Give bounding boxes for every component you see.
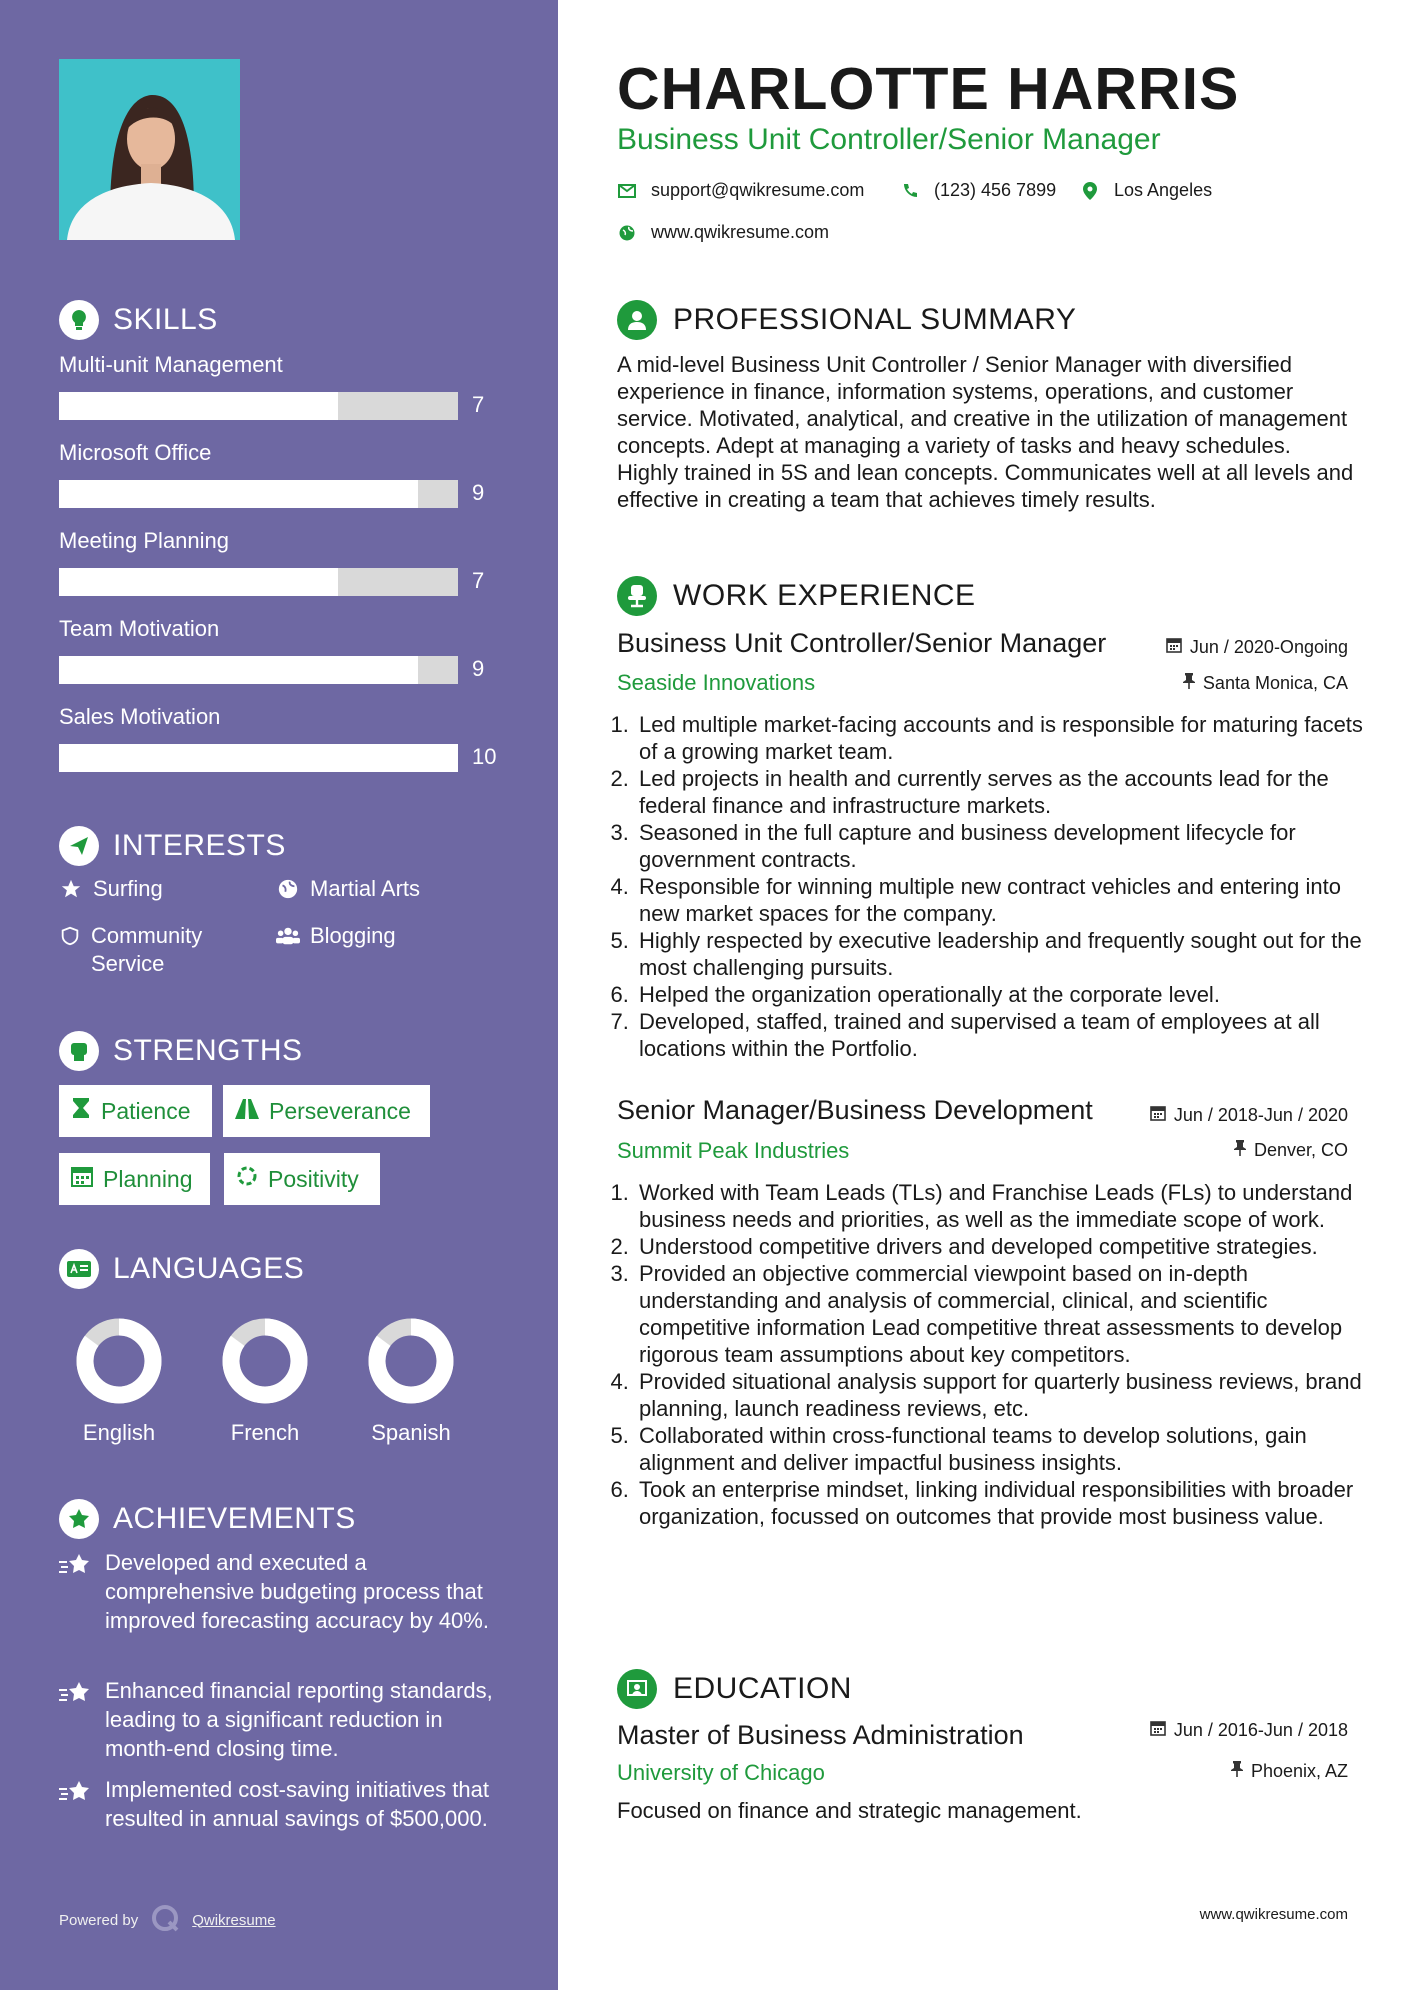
skill-level: 9	[472, 480, 485, 505]
lightbulb-icon	[59, 300, 99, 340]
list-item: 6. Helped the organization operationally at the corporate level.	[635, 981, 1375, 1008]
language-item	[205, 1316, 325, 1446]
company-name: Seaside Innovations	[617, 670, 816, 695]
graduation-icon	[617, 1669, 657, 1709]
envelope-icon	[617, 181, 637, 201]
skill-bar	[59, 568, 458, 596]
skill-level: 9	[472, 656, 485, 681]
office-chair-icon	[617, 576, 657, 616]
star-icon	[59, 875, 83, 903]
list-item: 3. Provided an objective commercial viewpoint based on in-depth understanding and analysis of commercial, clinical, and scientific competitive information Lead competitive threat assessments to develop rigorous team assumptions about key competitors.	[635, 1260, 1375, 1368]
achievement-item: Developed and executed a comprehensive budgeting process that improved forecasting accuracy by 40%.	[59, 1548, 499, 1635]
contact-email: support@qwikresume.com	[617, 180, 864, 201]
users-icon	[276, 922, 300, 950]
summary-heading: PROFESSIONAL SUMMARY	[617, 300, 1076, 340]
skill-level: 10	[472, 744, 497, 769]
strength-chip: Patience	[59, 1085, 212, 1137]
language-label: French	[230, 1420, 300, 1445]
shooting-star-icon	[59, 1775, 93, 1833]
list-item: 2. Understood competitive drivers and developed competitive strategies.	[635, 1233, 1375, 1260]
language-icon	[59, 1249, 99, 1289]
company-name: Summit Peak Industries	[617, 1138, 850, 1163]
globe-icon	[617, 223, 637, 243]
paper-plane-icon	[59, 826, 99, 866]
language-donut	[74, 1316, 164, 1406]
user-icon	[617, 300, 657, 340]
skill-name: Microsoft Office	[59, 440, 212, 465]
language-label: Spanish	[371, 1420, 451, 1445]
skill-bar-fill	[59, 568, 338, 596]
pushpin-icon	[1231, 1761, 1243, 1782]
circle-notch-icon	[236, 1165, 258, 1193]
contact-phone: (123) 456 7899	[900, 180, 1056, 201]
list-item: 4. Responsible for winning multiple new contract vehicles and entering into new market spaces for the company.	[635, 873, 1375, 927]
list-item: 2. Led projects in health and currently serves as the accounts lead for the federal finance and infrastructure markets.	[635, 765, 1375, 819]
sidebar	[0, 0, 558, 1990]
strength-chip: Planning	[59, 1153, 210, 1205]
interest-item: Community Service	[59, 922, 249, 978]
skill-level: 7	[472, 392, 485, 417]
list-item: 5. Highly respected by executive leadership and frequently sought out for the most challenging pursuits.	[635, 927, 1375, 981]
job-date: Jun / 2020-Ongoing	[1166, 637, 1348, 658]
language-item	[351, 1316, 471, 1446]
hourglass-icon	[71, 1097, 91, 1125]
list-item: 1. Led multiple market-facing accounts and is responsible for maturing facets of a growing market team.	[635, 711, 1375, 765]
skill-bar	[59, 480, 458, 508]
calendar-icon	[71, 1165, 93, 1193]
education-date: Jun / 2016-Jun / 2018	[1150, 1720, 1348, 1741]
education-description: Focused on finance and strategic management.	[617, 1798, 1082, 1823]
education-heading: EDUCATION	[617, 1669, 852, 1709]
language-item	[59, 1316, 179, 1446]
qwikresume-link[interactable]: Qwikresume	[192, 1911, 276, 1929]
skill-bar	[59, 656, 458, 684]
qwikresume-logo-icon	[150, 1903, 180, 1937]
job-title: Senior Manager/Business Development	[617, 1095, 1093, 1125]
shooting-star-icon	[59, 1676, 93, 1763]
skill-bar-fill	[59, 480, 418, 508]
skill-level: 7	[472, 568, 485, 593]
language-donut	[220, 1316, 310, 1406]
achievement-item: Implemented cost-saving initiatives that resulted in annual savings of $500,000.	[59, 1775, 499, 1833]
job-location: Denver, CO	[1234, 1140, 1348, 1161]
interest-item: Blogging	[276, 922, 396, 950]
globe-icon	[276, 875, 300, 903]
candidate-title: Business Unit Controller/Senior Manager	[617, 123, 1161, 156]
candidate-name: CHARLOTTE HARRIS	[617, 56, 1240, 122]
list-item: 3. Seasoned in the full capture and business development lifecycle for government contracts.	[635, 819, 1375, 873]
calendar-icon	[1150, 1105, 1166, 1126]
list-item: 7. Developed, staffed, trained and supervised a team of employees at all locations within the Portfolio.	[635, 1008, 1375, 1062]
strength-chip: Perseverance	[223, 1085, 430, 1137]
language-donut	[366, 1316, 456, 1406]
fist-icon	[59, 1031, 99, 1071]
languages-heading: LANGUAGES	[59, 1249, 304, 1289]
job-title: Business Unit Controller/Senior Manager	[617, 628, 1107, 658]
skill-bar-fill	[59, 392, 338, 420]
education-location: Phoenix, AZ	[1231, 1761, 1348, 1782]
interests-heading: INTERESTS	[59, 826, 286, 866]
skill-bar-fill	[59, 744, 458, 772]
list-item: 6. Took an enterprise mindset, linking individual responsibilities with broader organization, focussed on outcomes that provide most business value.	[635, 1476, 1375, 1530]
contact-location: Los Angeles	[1080, 180, 1212, 201]
skill-name: Multi-unit Management	[59, 352, 283, 377]
contact-website: www.qwikresume.com	[617, 222, 829, 243]
strength-chip: Positivity	[224, 1153, 380, 1205]
strengths-heading: STRENGTHS	[59, 1031, 303, 1071]
footer-website[interactable]: www.qwikresume.com	[1199, 1906, 1348, 1923]
skill-bar-fill	[59, 656, 418, 684]
language-label: English	[82, 1420, 156, 1445]
powered-by: Powered by Qwikresume	[59, 1903, 276, 1937]
job-bullets	[617, 711, 1375, 1062]
achievements-heading: ACHIEVEMENTS	[59, 1499, 356, 1539]
skills-heading: SKILLS	[59, 300, 218, 340]
list-item: 1. Worked with Team Leads (TLs) and Franchise Leads (FLs) to understand business needs and priorities, as well as the immediate scope of work.	[635, 1179, 1375, 1233]
map-marker-icon	[1080, 181, 1100, 201]
interest-item: Martial Arts	[276, 875, 420, 903]
summary-text: A mid-level Business Unit Controller / Senior Manager with diversified experience in finance, information systems, operations, and customer service. Motivated, analytical, and creative in the utilization of management concepts. Adept at managing a variety of tasks and heavy schedules. Highly trained in 5S and lean concepts. Communicates well at all levels and effective in creating a team that achieves timely results.	[617, 352, 1354, 512]
skill-name: Team Motivation	[59, 616, 220, 641]
skill-bar	[59, 744, 458, 772]
skill-name: Meeting Planning	[59, 528, 230, 553]
experience-heading: WORK EXPERIENCE	[617, 576, 976, 616]
job-bullets	[617, 1179, 1375, 1530]
pushpin-icon	[1183, 673, 1195, 694]
road-icon	[235, 1098, 259, 1125]
achievement-item: Enhanced financial reporting standards, leading to a significant reduction in month-end closing time.	[59, 1676, 499, 1763]
degree-title: Master of Business Administration	[617, 1720, 1024, 1750]
profile-photo	[59, 59, 240, 240]
shooting-star-icon	[59, 1548, 93, 1635]
shield-icon	[59, 922, 81, 950]
pushpin-icon	[1234, 1140, 1246, 1161]
skill-name: Sales Motivation	[59, 704, 221, 729]
school-name: University of Chicago	[617, 1760, 825, 1785]
job-location: Santa Monica, CA	[1183, 673, 1348, 694]
award-star-icon	[59, 1499, 99, 1539]
skill-bar	[59, 392, 458, 420]
interest-item: Surfing	[59, 875, 163, 903]
calendar-icon	[1150, 1720, 1166, 1741]
phone-icon	[900, 181, 920, 201]
list-item: 4. Provided situational analysis support for quarterly business reviews, brand planning, launch readiness reviews, etc.	[635, 1368, 1375, 1422]
job-date: Jun / 2018-Jun / 2020	[1150, 1105, 1348, 1126]
calendar-icon	[1166, 637, 1182, 658]
list-item: 5. Collaborated within cross-functional teams to develop solutions, gain alignment and deliver impactful business insights.	[635, 1422, 1375, 1476]
